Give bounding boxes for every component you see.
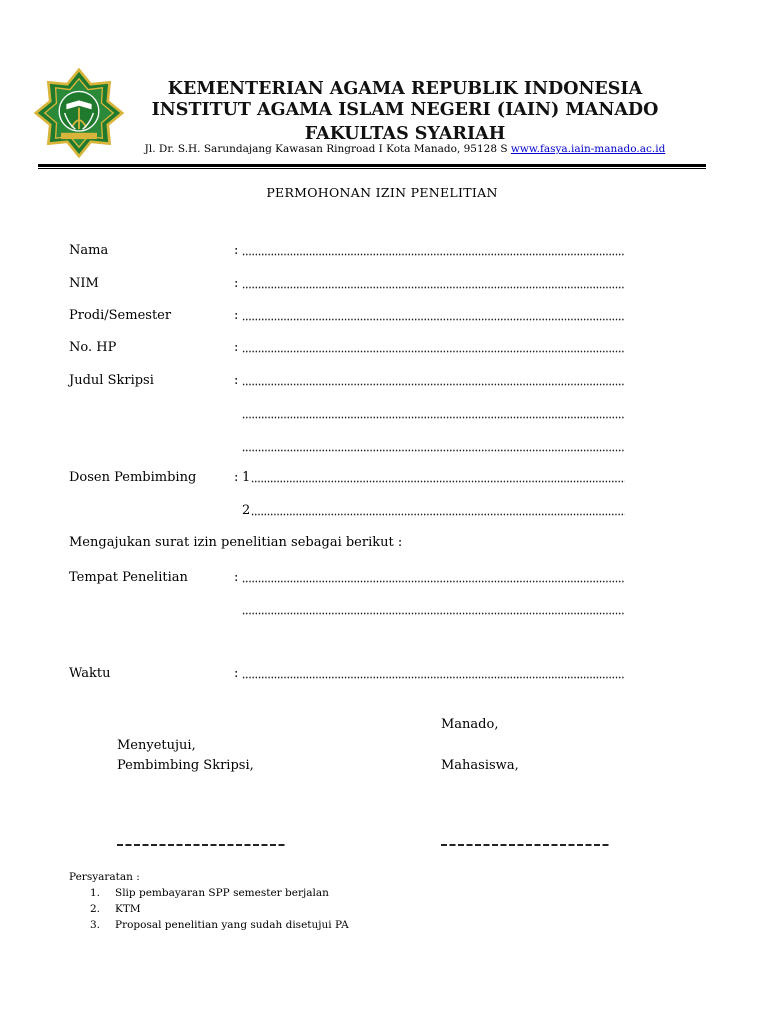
colon: : — [234, 340, 239, 355]
signature-place: Manado, — [441, 717, 499, 732]
requirement-number: 2. — [90, 903, 101, 915]
waktu-input-line[interactable] — [242, 670, 625, 679]
advisor-signature-line[interactable] — [117, 844, 287, 846]
requirement-text: Slip pembayaran SPP semester berjalan — [115, 887, 329, 899]
label-hp: No. HP — [69, 340, 117, 355]
colon: : — [234, 470, 239, 485]
colon: : — [234, 666, 239, 681]
requirement-number: 3. — [90, 919, 101, 931]
tempat-input-line-2[interactable] — [242, 606, 625, 615]
label-tempat: Tempat Penelitian — [69, 570, 188, 585]
judul-input-line-3[interactable] — [242, 443, 625, 452]
address-line — [120, 143, 690, 155]
dosen-input-line-1[interactable] — [251, 474, 625, 483]
hp-input-line[interactable] — [242, 344, 625, 353]
colon: : — [234, 373, 239, 388]
label-nama: Nama — [69, 243, 109, 258]
dosen-number-1: 1 — [242, 470, 251, 485]
requirement-item — [90, 919, 349, 932]
address-text: Jl. Dr. S.H. Sarundajang Kawasan Ringroad I Kota Manado, 95128 S — [144, 143, 508, 155]
requirement-number: 1. — [90, 887, 101, 899]
label-waktu: Waktu — [69, 666, 111, 681]
requirement-text: Proposal penelitian yang sudah disetujui PA — [115, 919, 349, 931]
colon: : — [234, 243, 239, 258]
label-judul: Judul Skripsi — [69, 373, 154, 388]
dosen-number-2: 2 — [242, 503, 251, 518]
prodi-input-line[interactable] — [242, 312, 625, 321]
nim-input-line[interactable] — [242, 280, 625, 289]
advisor-label: Pembimbing Skripsi, — [117, 758, 254, 773]
faculty-heading: FAKULTAS SYARIAH — [304, 124, 506, 144]
institute-heading: INSTITUT AGAMA ISLAM NEGERI (IAIN) MANADO — [151, 100, 659, 120]
ministry-heading: KEMENTERIAN AGAMA REPUBLIK INDONESIA — [167, 79, 643, 99]
student-label: Mahasiswa, — [441, 758, 519, 773]
requirement-item — [90, 903, 141, 916]
colon: : — [234, 308, 239, 323]
requirements-title: Persyaratan : — [69, 871, 140, 883]
requirement-item — [90, 887, 329, 900]
dosen-input-line-2[interactable] — [251, 507, 625, 516]
intro-statement: Mengajukan surat izin penelitian sebagai berikut : — [69, 535, 403, 550]
document-title: PERMOHONAN IZIN PENELITIAN — [266, 185, 498, 200]
judul-input-line-2[interactable] — [242, 410, 625, 419]
requirement-text: KTM — [115, 903, 141, 915]
colon: : — [234, 570, 239, 585]
colon: : — [234, 276, 239, 291]
letterhead-divider-thick — [38, 164, 706, 167]
label-dosen: Dosen Pembimbing — [69, 470, 197, 485]
iain-logo-icon — [34, 68, 124, 158]
nama-input-line[interactable] — [242, 247, 625, 256]
judul-input-line-1[interactable] — [242, 377, 625, 386]
letterhead-divider-thin — [38, 168, 706, 169]
student-signature-line[interactable] — [441, 844, 611, 846]
label-nim: NIM — [69, 276, 99, 291]
approval-label: Menyetujui, — [117, 738, 196, 753]
website-link[interactable]: www.fasya.iain-manado.ac.id — [510, 143, 666, 155]
label-prodi: Prodi/Semester — [69, 308, 172, 323]
tempat-input-line-1[interactable] — [242, 574, 625, 583]
